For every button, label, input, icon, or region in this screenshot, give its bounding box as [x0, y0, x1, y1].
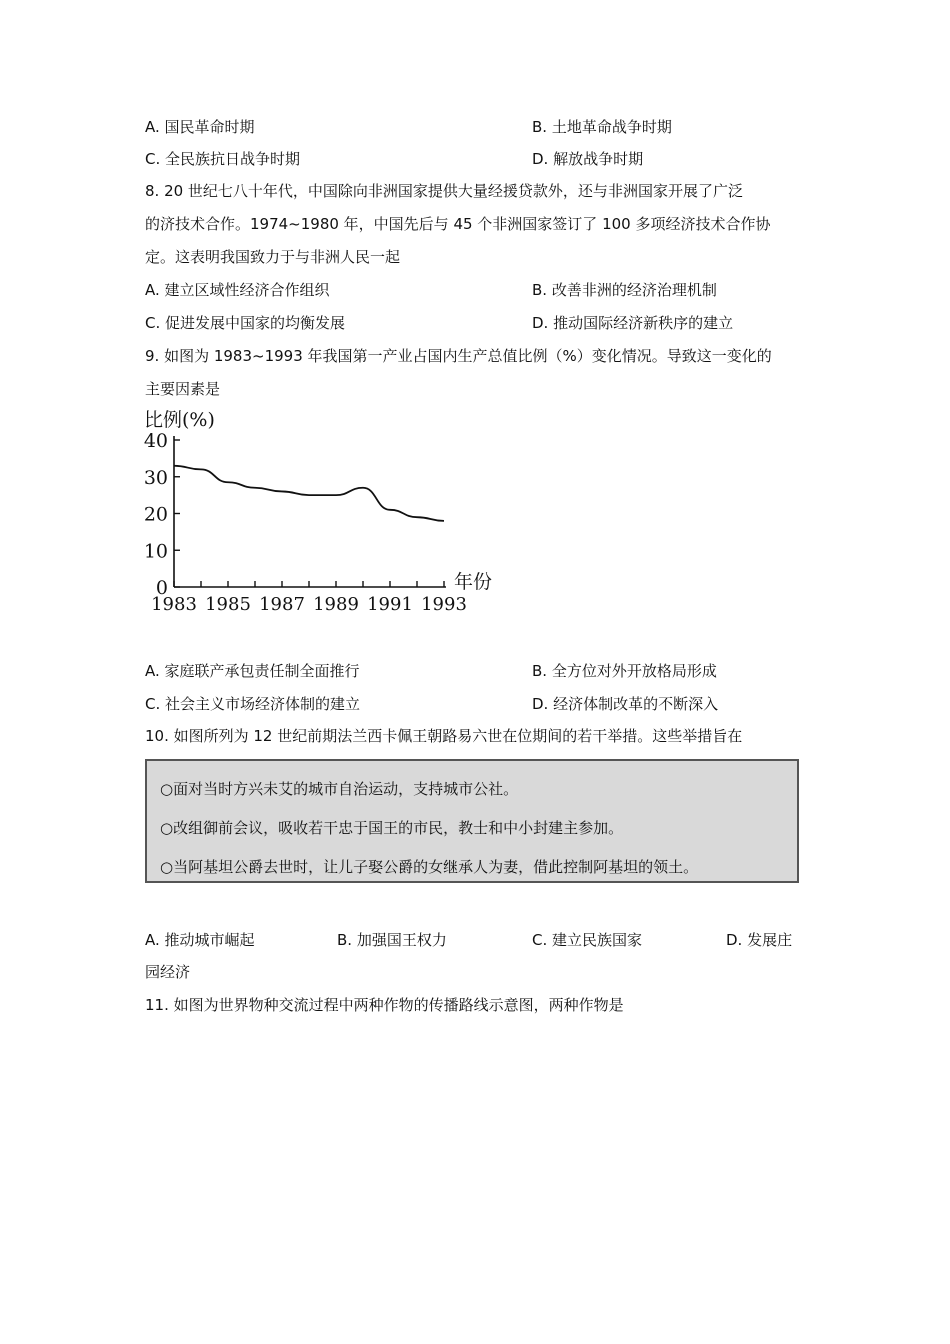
series-line-0: [174, 466, 444, 521]
q8-stem-line-1: 8. 20 世纪七八十年代，中国除向非洲国家提供大量经援贷款外，还与非洲国家开展了广泛: [145, 182, 743, 200]
q8-option-b: B. 改善非洲的经济治理机制: [532, 281, 717, 299]
q10-option-a: A. 推动城市崛起: [145, 931, 255, 949]
y-tick-label-0: 0: [155, 577, 168, 599]
measures-box: [145, 759, 799, 883]
q8-option-d: D. 推动国际经济新秩序的建立: [532, 314, 734, 332]
q10-option-c: C. 建立民族国家: [532, 931, 643, 949]
q7-option-b: B. 土地革命战争时期: [532, 118, 672, 136]
y-tick-label-10: 10: [143, 540, 168, 563]
q8-stem-line-3: 定。这表明我国致力于与非洲人民一起: [145, 248, 401, 266]
x-tick-label-1989: 1989: [313, 594, 359, 615]
q9-option-a: A. 家庭联产承包责任制全面推行: [145, 662, 360, 680]
q7-option-c: C. 全民族抗日战争时期: [145, 150, 301, 168]
measure-item-1: ○面对当时方兴未艾的城市自治运动，支持城市公社。: [160, 780, 519, 798]
q9-option-c: C. 社会主义市场经济体制的建立: [145, 695, 361, 713]
gdp-share-chart: [140, 402, 520, 620]
x-axis-label: 年份: [454, 571, 493, 593]
measure-item-3: ○当阿基坦公爵去世时，让儿子娶公爵的女继承人为妻，借此控制阿基坦的领土。: [160, 858, 699, 876]
q9-option-b: B. 全方位对外开放格局形成: [532, 662, 717, 680]
q10-option-d-wrap: 园经济: [145, 963, 191, 981]
y-axis-label: 比例(%): [144, 409, 215, 431]
q9-stem-line-1: 9. 如图为 1983~1993 年我国第一产业占国内生产总值比例（%）变化情况。导致这一变化的: [145, 347, 772, 365]
q10-stem: 10. 如图所列为 12 世纪前期法兰西卡佩王朝路易六世在位期间的若干举措。这些举措旨在: [145, 727, 743, 745]
x-tick-label-1993: 1993: [421, 594, 467, 615]
q8-stem-line-2: 的济技术合作。1974~1980 年，中国先后与 45 个非洲国家签订了 100 多项经济技术合作协: [145, 215, 771, 233]
q10-option-b: B. 加强国王权力: [337, 931, 447, 949]
q7-option-d: D. 解放战争时期: [532, 150, 644, 168]
line-chart: [140, 402, 520, 620]
q8-option-c: C. 促进发展中国家的均衡发展: [145, 314, 346, 332]
y-tick-label-40: 40: [143, 430, 168, 452]
q9-option-d: D. 经济体制改革的不断深入: [532, 695, 719, 713]
q11-stem: 11. 如图为世界物种交流过程中两种作物的传播路线示意图，两种作物是: [145, 996, 624, 1014]
q9-stem-line-2: 主要因素是: [145, 380, 221, 398]
y-tick-label-30: 30: [143, 466, 168, 489]
measure-item-2: ○改组御前会议，吸收若干忠于国王的市民，教士和中小封建主参加。: [160, 819, 624, 837]
x-tick-label-1983: 1983: [151, 594, 197, 615]
q8-option-a: A. 建立区域性经济合作组织: [145, 281, 330, 299]
y-tick-label-20: 20: [143, 503, 168, 526]
x-tick-label-1991: 1991: [367, 594, 413, 615]
x-tick-label-1985: 1985: [205, 594, 251, 615]
x-tick-label-1987: 1987: [259, 594, 305, 615]
q10-option-d: D. 发展庄: [726, 931, 793, 949]
q7-option-a: A. 国民革命时期: [145, 118, 255, 136]
